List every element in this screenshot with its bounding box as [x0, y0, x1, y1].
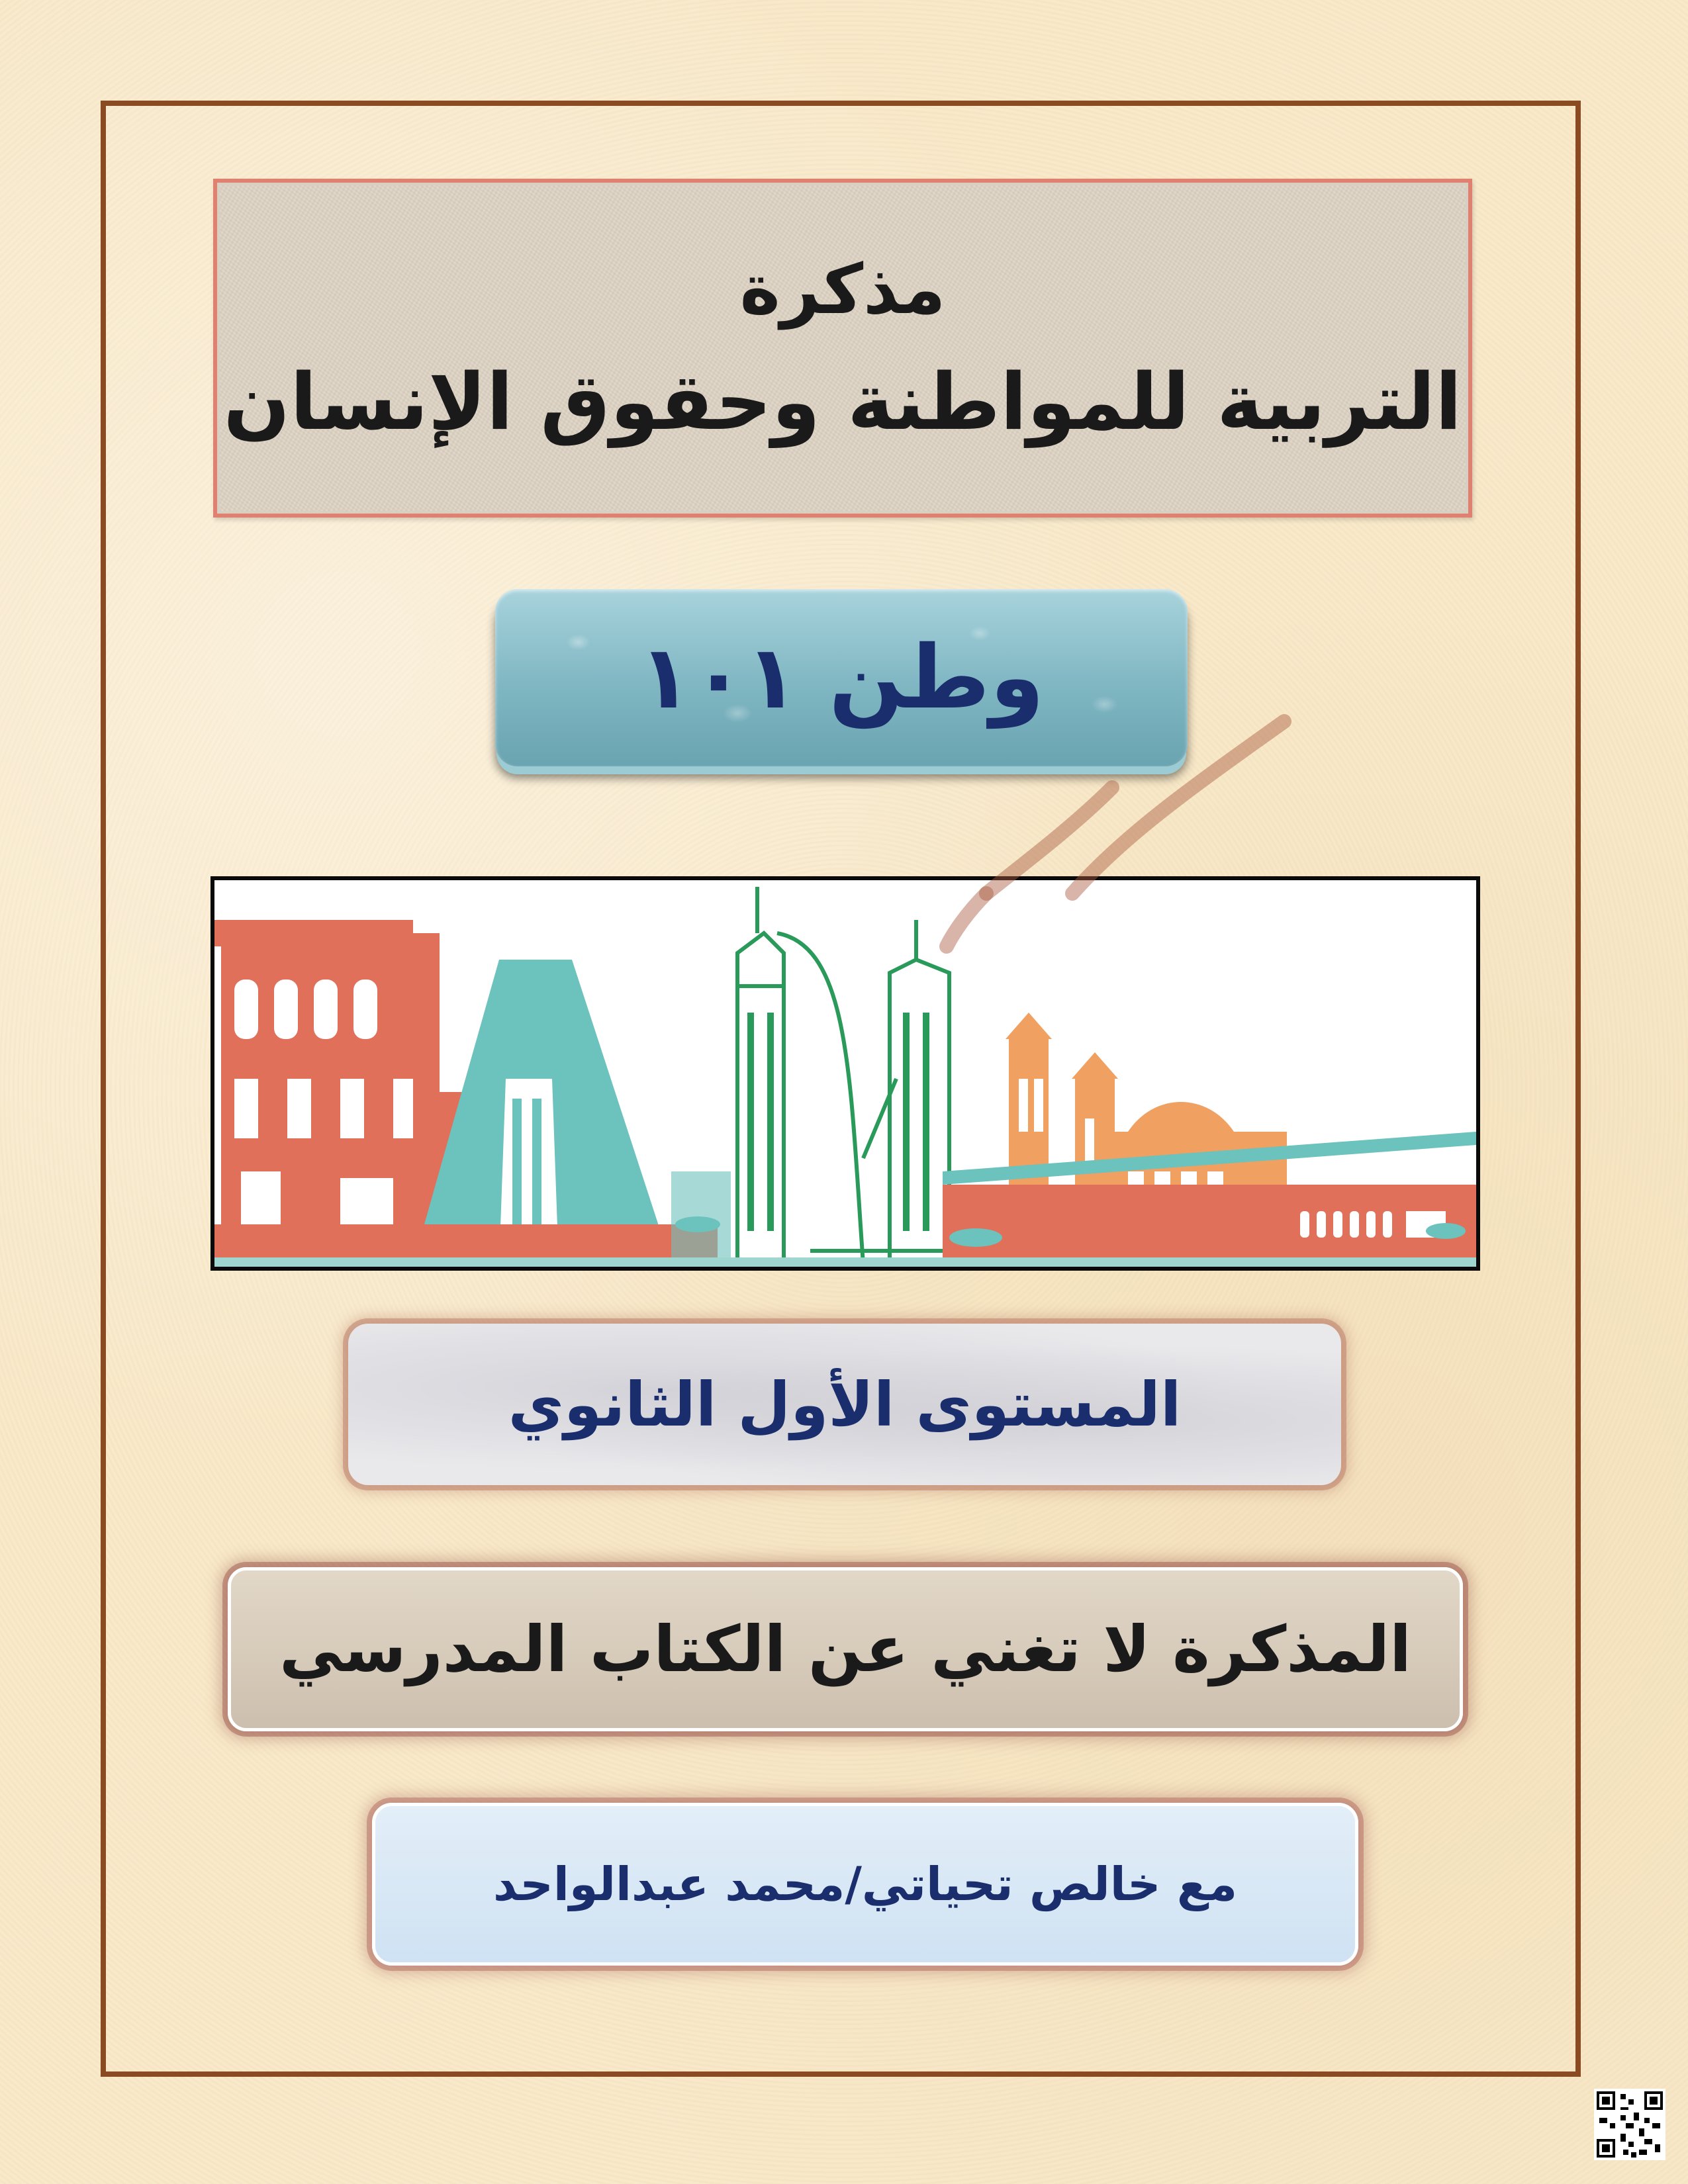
author-box: [372, 1803, 1358, 1966]
note-text: المذكرة لا تغني عن الكتاب المدرسي: [279, 1612, 1412, 1686]
skyline-illustration: [211, 876, 1480, 1271]
course-code: وطن ١٠١: [638, 627, 1045, 729]
author-text: مع خالص تحياتي/محمد عبدالواحد: [492, 1857, 1238, 1911]
level-box: [348, 1324, 1341, 1485]
level-text: المستوى الأول الثانوي: [508, 1369, 1182, 1440]
skyline-image: [214, 880, 1476, 1267]
note-box: [228, 1567, 1463, 1731]
title-line-2: التربية للمواطنة وحقوق الإنسان: [223, 356, 1462, 447]
title-box: [213, 179, 1472, 518]
title-line-1: مذكرة: [739, 249, 946, 330]
qr-code-icon[interactable]: [1594, 2089, 1665, 2160]
course-code-box: [495, 589, 1188, 766]
